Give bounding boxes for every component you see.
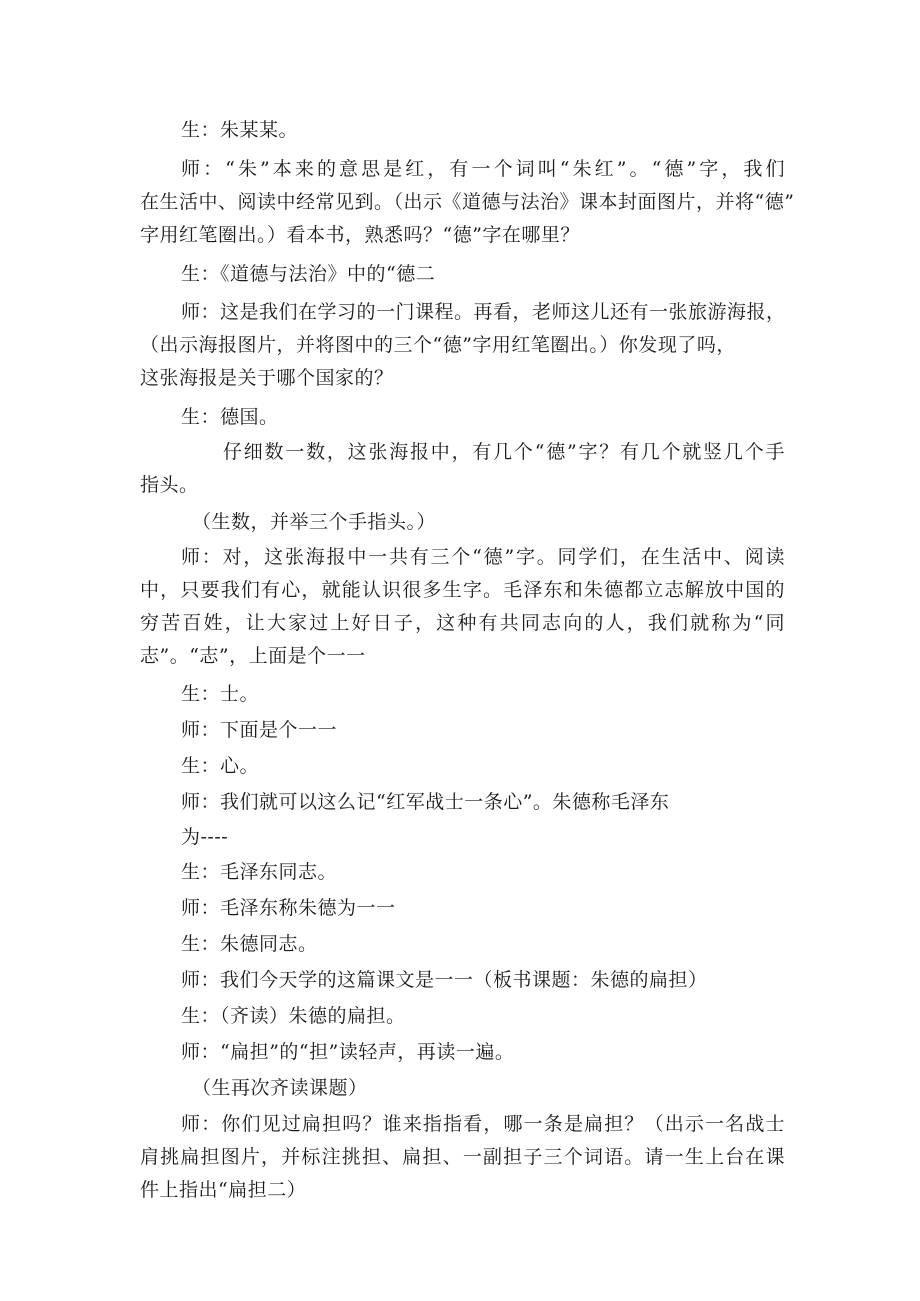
text-line-14: 中，只要我们有心，就能认识很多生字。毛泽东和朱德都立志解放中国的 bbox=[140, 579, 785, 601]
text-line-22: 生：毛泽东同志。 bbox=[181, 861, 338, 883]
text-line-10: 仔细数一数，这张海报中，有几个“德”字？有几个就竖几个手 bbox=[223, 441, 785, 463]
text-line-13: 师：对，这张海报中一共有三个“德”字。同学们，在生活中、阅读 bbox=[181, 546, 785, 568]
text-line-25: 师：我们今天学的这篇课文是一一（板书课题：朱德的扁担） bbox=[181, 969, 708, 991]
text-line-28: （生再次齐读课题） bbox=[192, 1077, 368, 1099]
text-line-2: 师：“朱”本来的意思是红，有一个词叫“朱红”。“德”字，我们 bbox=[181, 158, 785, 180]
text-line-17: 生：士。 bbox=[181, 683, 260, 705]
text-line-23: 师：毛泽东称朱德为一一 bbox=[181, 897, 396, 919]
text-line-26: 生：（齐读）朱德的扁担。 bbox=[181, 1005, 406, 1027]
text-line-4: 字用红笔圈出。）看本书，熟悉吗？“德”字在哪里？ bbox=[140, 224, 580, 246]
text-line-31: 件上指出“扁担二） bbox=[140, 1179, 307, 1201]
text-line-5: 生：《道德与法治》中的“德二 bbox=[181, 263, 436, 285]
text-line-7: （出示海报图片，并将图中的三个“德”字用红笔圈出。）你发现了吗， bbox=[140, 334, 736, 356]
text-line-8: 这张海报是关于哪个国家的？ bbox=[140, 367, 394, 389]
text-line-30: 肩挑扁担图片，并标注挑担、扁担、一副担子三个词语。请一生上台在课 bbox=[140, 1146, 785, 1168]
text-line-27: 师：“扁担”的“担”读轻声，再读一遍。 bbox=[181, 1041, 515, 1063]
text-line-19: 生：心。 bbox=[181, 755, 260, 777]
text-line-21: 为---- bbox=[181, 826, 229, 848]
text-line-11: 指头。 bbox=[140, 474, 199, 496]
text-line-15: 穷苦百姓，让大家过上好日子，这种有共同志向的人，我们就称为“同 bbox=[140, 612, 785, 634]
text-line-16: 志”。“志”，上面是个一一 bbox=[140, 645, 366, 667]
text-line-6: 师：这是我们在学习的一门课程。再看，老师这儿还有一张旅游海报， bbox=[181, 301, 786, 323]
text-line-3: 在生活中、阅读中经常见到。（出示《道德与法治》课本封面图片，并将“德” bbox=[140, 191, 795, 213]
text-line-29: 师：你们见过扁担吗？谁来指指看，哪一条是扁担？（出示一名战士 bbox=[181, 1113, 785, 1135]
text-line-20: 师：我们就可以这么记“红军战士一条心”。朱德称毛泽东 bbox=[181, 791, 670, 813]
text-line-12: （生数，并举三个手指头。） bbox=[192, 511, 437, 533]
text-line-24: 生：朱德同志。 bbox=[181, 933, 318, 955]
text-line-18: 师：下面是个一一 bbox=[181, 719, 338, 741]
text-line-9: 生：德国。 bbox=[181, 406, 279, 428]
text-line-1: 生：朱某某。 bbox=[181, 119, 299, 141]
